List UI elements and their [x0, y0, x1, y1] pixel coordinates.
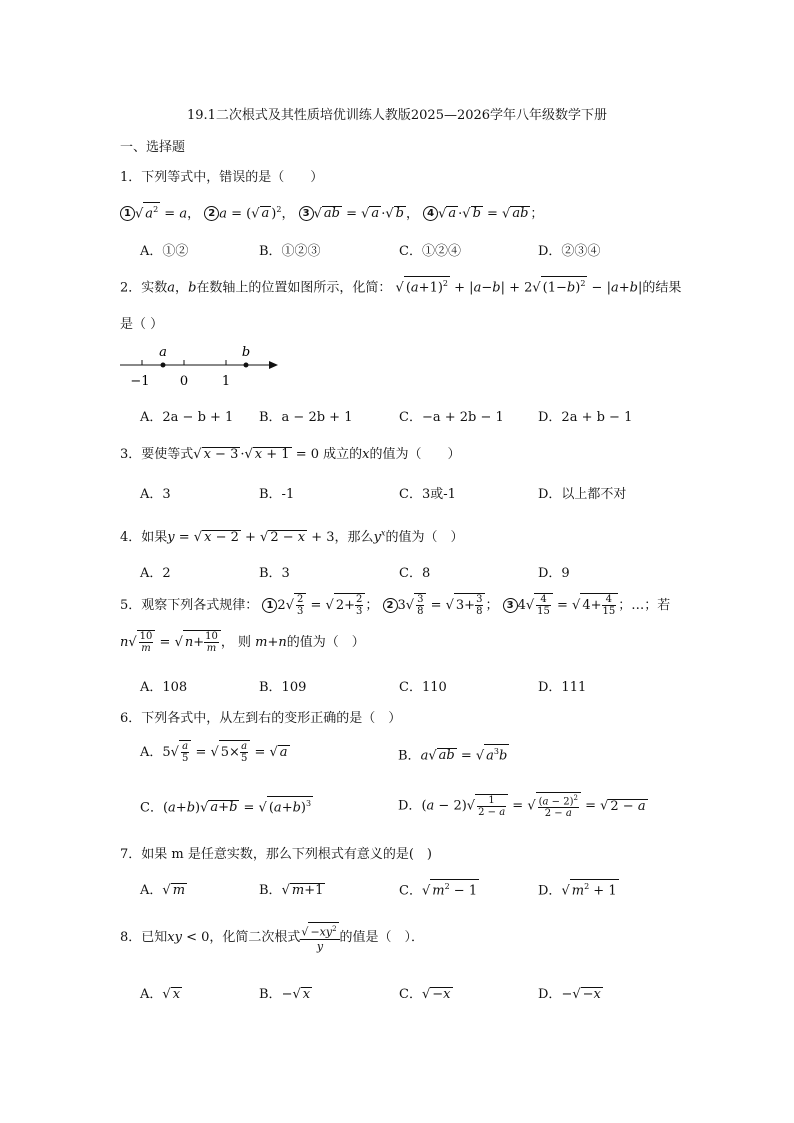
option-b[interactable]: B．√ m+1 [259, 883, 324, 898]
option-c[interactable]: C．110 [399, 680, 447, 695]
question-3-stem: 3．要使等式√ x − 3 ·√ x + 1 = 0 成立的x的值为（ ） [120, 447, 461, 462]
option-a[interactable]: A．3 [140, 487, 171, 502]
option-d[interactable]: D．−√ −x [538, 987, 601, 1002]
question-2-stem-cont: 是（ ） [120, 317, 164, 332]
option-d[interactable]: D．√ $m^2 + 1$ [538, 879, 619, 898]
option-b[interactable]: B．a − 2b + 1 [259, 410, 353, 425]
question-4-stem: 4．如果y = √ x − 2 + √ 2 − x + 3，那么$y^x$的值为（ ） [120, 528, 464, 545]
option-c[interactable]: C．−a + 2b − 1 [399, 410, 504, 425]
question-6-stem: 6．下列各式中，从左到右的变形正确的是（ ） [120, 711, 402, 726]
question-2-stem: 2．实数a，b在数轴上的位置如图所示，化简： √ $(a+1)^2 + |a-b| + 2√$ $(1-b)^2 - |a+b|$的结果 [120, 276, 681, 295]
question-7-options [140, 879, 740, 899]
question-4-options [140, 562, 740, 582]
option-b[interactable]: B．3 [259, 566, 290, 581]
question-2-options [140, 406, 740, 426]
point-b-label: b [241, 345, 251, 360]
option-c[interactable]: C．√ −x [399, 987, 451, 1002]
page-title: 19.1二次根式及其性质培优训练人教版2025—2026学年八年级数学下册 [186, 108, 608, 123]
option-a[interactable]: A．√ x [140, 987, 181, 1002]
question-1-stem: 1．下列等式中，错误的是（ ） [120, 170, 324, 185]
point-a-label: a [159, 345, 167, 360]
tick-label-neg1: −1 [130, 374, 150, 389]
question-8-options [140, 983, 740, 1003]
question-1-options [140, 240, 740, 260]
tick-label-0: 0 [179, 374, 189, 389]
option-b[interactable]: B．①②③ [259, 244, 321, 259]
option-b[interactable]: B．−√ x [259, 987, 311, 1002]
option-b[interactable]: B．109 [259, 680, 307, 695]
question-3-options [140, 483, 740, 503]
option-d[interactable]: D．9 [538, 566, 570, 581]
option-a[interactable]: A．①② [140, 244, 189, 259]
option-a[interactable]: A．2 [140, 566, 171, 581]
option-b[interactable]: B．-1 [259, 487, 295, 502]
option-a[interactable]: A．√ m [140, 883, 186, 898]
option-a[interactable]: A．2a − b + 1 [140, 410, 234, 425]
question-1-statements: 1 √ $a^2 = a$， 2 a = (√ a )$^2$， 3 √ ab = √ a ·√ b ， 4 √ a ·√ b = √ ab ； [120, 202, 543, 221]
tick-label-1: 1 [221, 374, 231, 389]
section-heading: 一、选择题 [120, 140, 186, 155]
question-8-stem: 8．已知xy < 0，化简二次根式 $\frac{√ -xy^2}{y}$ 的值是（ ）． [120, 922, 424, 953]
number-line-figure [118, 342, 288, 392]
question-6-option-a[interactable]: A．5√ $\frac{a}{5}$ = √ 5× $\frac{a}{5}$ = √ a [140, 741, 288, 764]
option-c[interactable]: C．√ $m^2 - 1$ [399, 879, 479, 898]
option-a[interactable]: A．108 [140, 680, 188, 695]
question-6-option-c[interactable]: C．(a+b)√ a+b = √ $(a+b)^3$ [140, 796, 313, 815]
question-5-options [140, 676, 740, 696]
question-6-option-b[interactable]: B．a√ ab = √ $a^3b$ [398, 744, 509, 763]
question-5-stem-cont: n√ $\frac{10}{m}$ = √ n+ $\frac{10}{m}$ ， 则 m+n的值为（ ） [120, 631, 365, 654]
option-d[interactable]: D．以上都不对 [538, 487, 627, 502]
question-5-stem: 5．观察下列各式规律： 1 2√ $\frac{2}{3}$ = √ 2+ $\frac{2}{3}$ ； 2 3√ $\frac{3}{8}$ = √ 3+ $\frac{3}{8}$ ； 3 4√ $\frac{4}{15}$ = √ 4+ $\frac{4}{15}$ ；…；若 [120, 594, 671, 617]
option-c[interactable]: C．8 [399, 566, 431, 581]
question-7-stem: 7．如果 m 是任意实数，那么下列根式有意义的是( ) [120, 847, 433, 862]
option-c[interactable]: C．①②④ [399, 244, 461, 259]
option-d[interactable]: D．②③④ [538, 244, 601, 259]
option-d[interactable]: D．2a + b − 1 [538, 410, 633, 425]
option-d[interactable]: D．111 [538, 680, 587, 695]
option-c[interactable]: C．3或-1 [399, 487, 456, 502]
question-6-option-d[interactable]: D．(a − 2)√ $\frac{1}{2 - a}$ = √ $\frac{(a - 2)^2}{2 - a}$ = √ 2 − a [398, 794, 646, 820]
